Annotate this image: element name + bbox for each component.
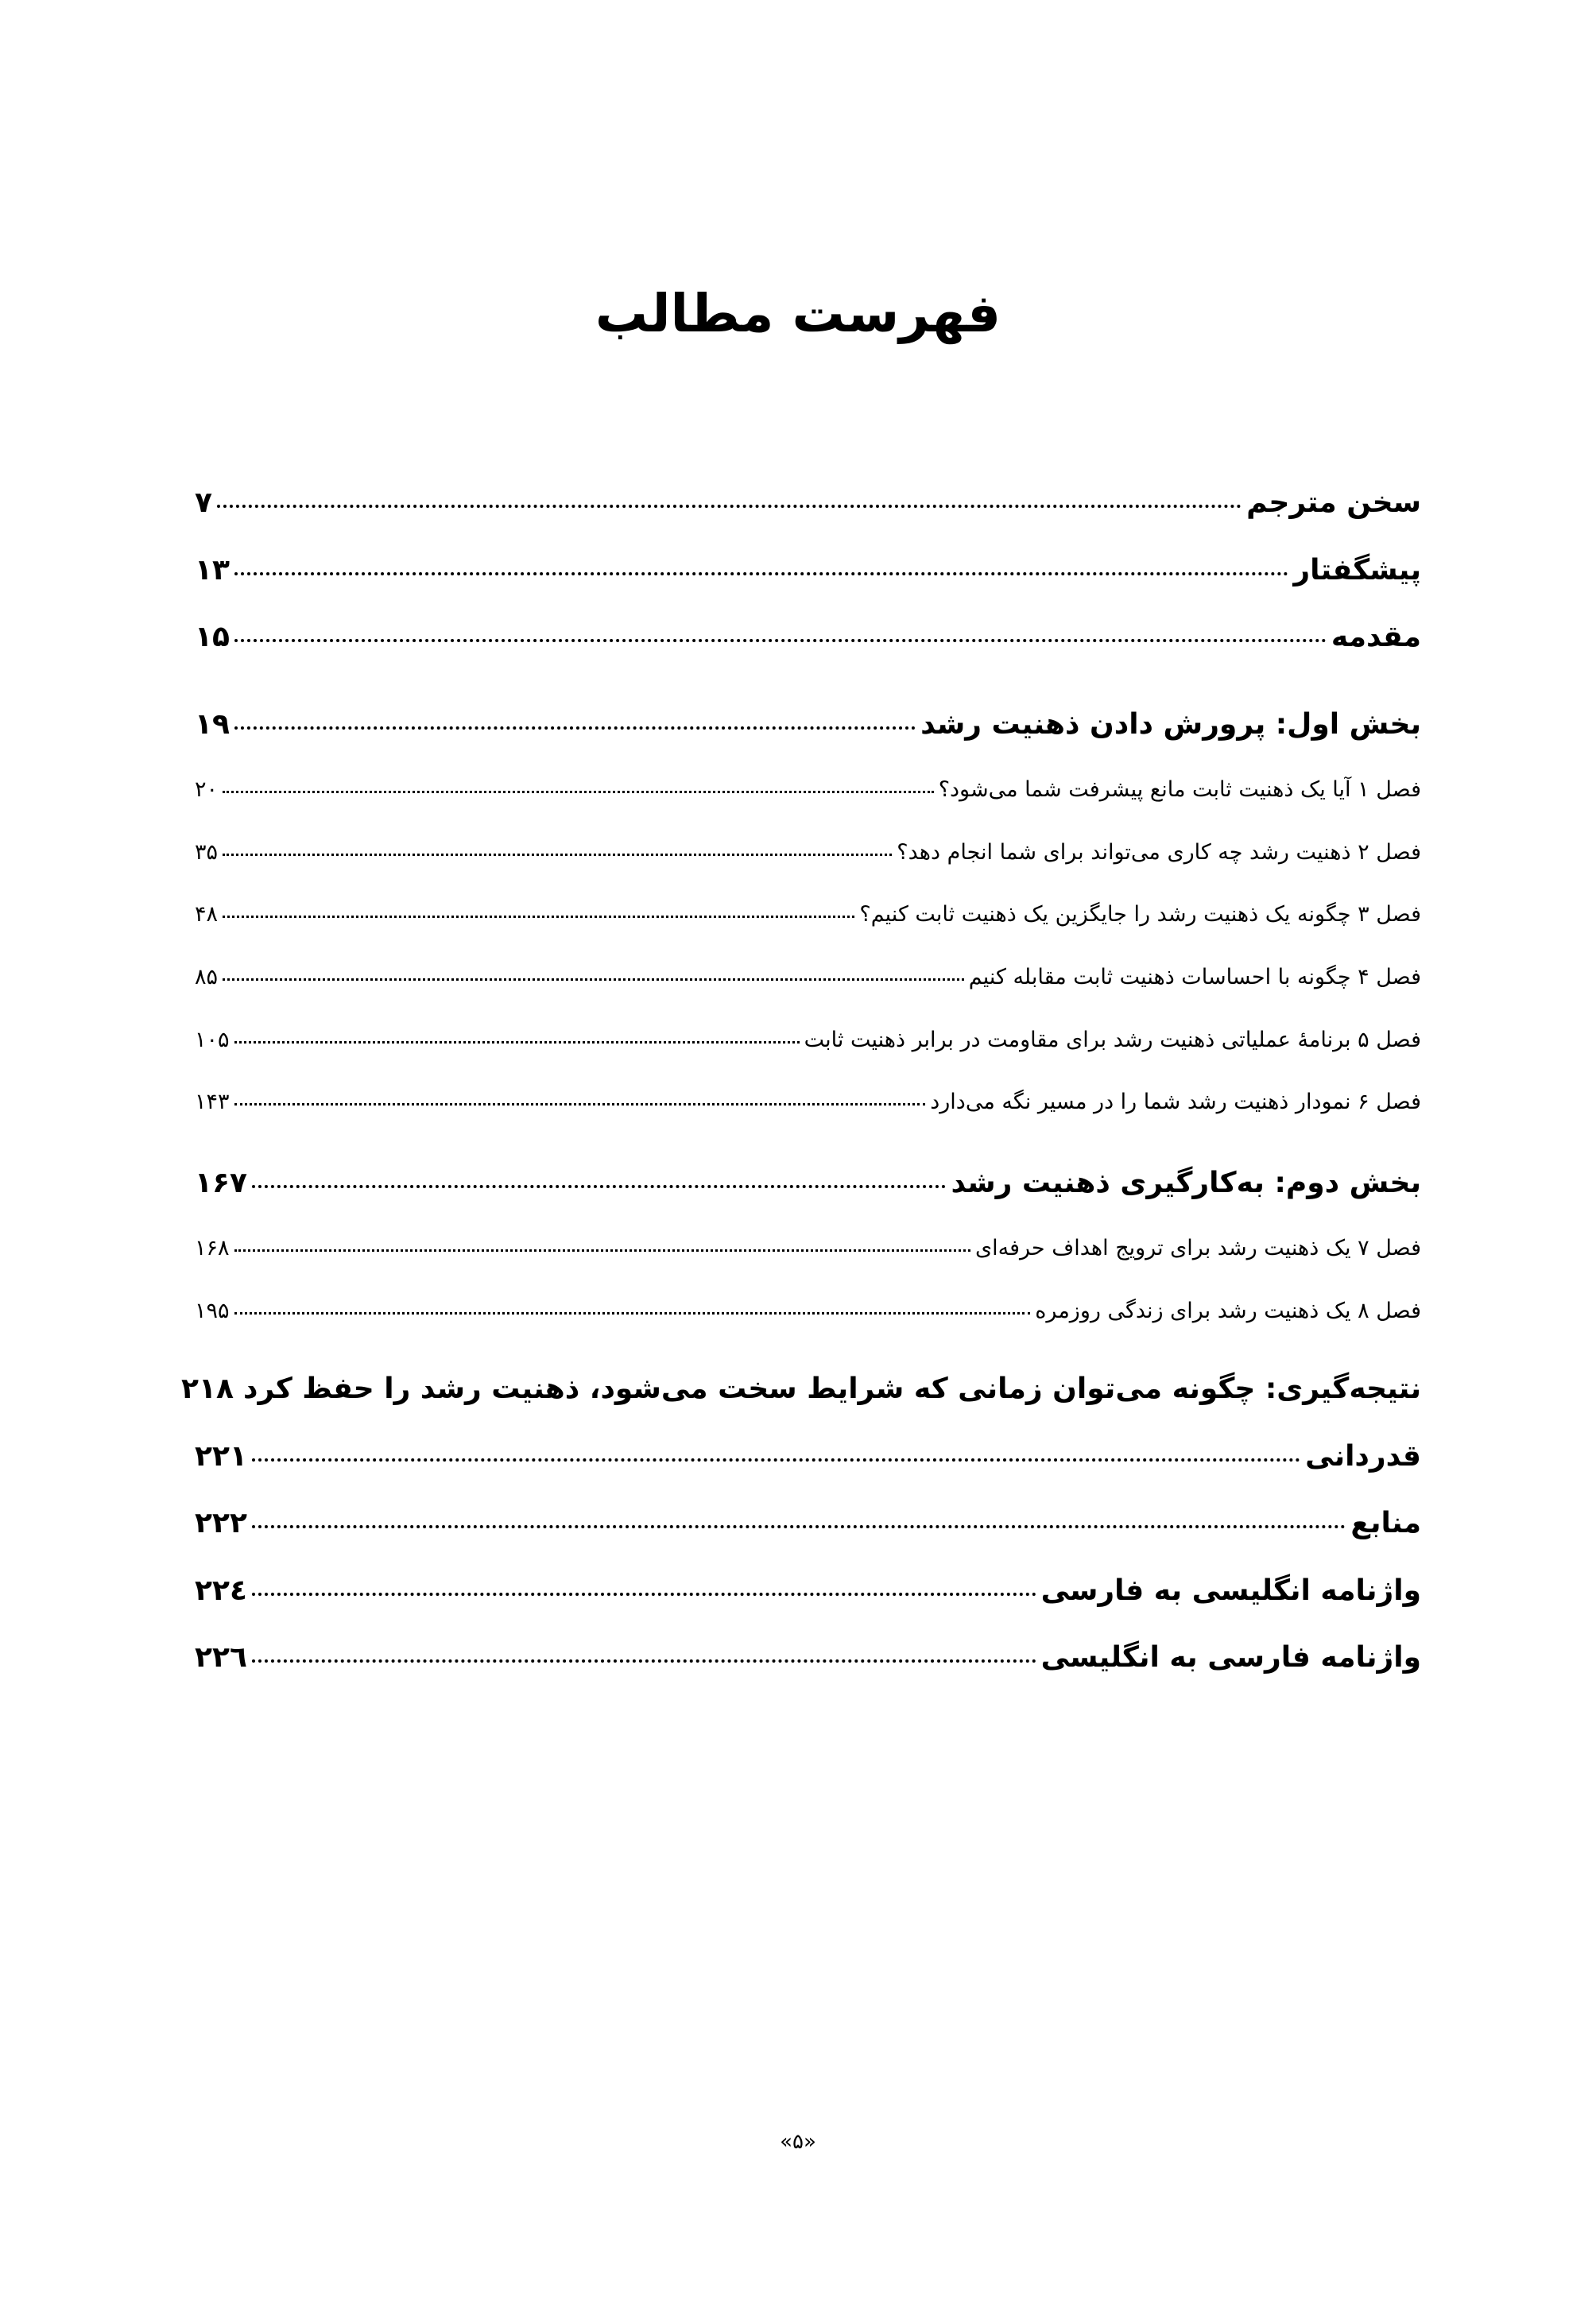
toc-entry-page: ۱۳: [195, 554, 230, 587]
toc-entry-chapter-5[interactable]: [195, 1028, 1421, 1052]
toc-entry-page: ۷: [195, 486, 212, 519]
toc-entry-page: ۲۲٤: [195, 1574, 247, 1607]
toc-entry-label: فصل ۷ یک ذهنیت رشد برای ترویج اهداف حرفه‌ای: [975, 1236, 1421, 1260]
dot-leader: [252, 1593, 1036, 1596]
toc-entry-page: ۱۶۸: [195, 1236, 230, 1260]
dot-leader: [252, 1458, 1300, 1462]
toc-entry-glossary-fa-en[interactable]: [195, 1641, 1421, 1674]
toc-entry-page: ۳۵: [195, 840, 219, 865]
dot-leader: [234, 639, 1327, 642]
toc-entry-label: سخن مترجم: [1246, 486, 1421, 519]
toc-entry-chapter-3[interactable]: [195, 902, 1421, 927]
toc-entry-references[interactable]: [195, 1507, 1421, 1539]
dot-leader: [223, 791, 934, 793]
dot-leader: [223, 978, 964, 981]
toc-entry-label: فصل ۲ ذهنیت رشد چه کاری می‌تواند برای شما انجام دهد؟: [897, 840, 1421, 865]
page-number: «۵»: [780, 2130, 816, 2154]
toc-entry-chapter-1[interactable]: [195, 777, 1421, 802]
toc-entry-chapter-4[interactable]: [195, 965, 1421, 989]
toc-entry-label: واژنامه فارسی به انگلیسی: [1040, 1641, 1421, 1674]
toc-entry-label: قدردانی: [1305, 1440, 1421, 1473]
toc-entry-page: ۲۰: [195, 777, 219, 802]
dot-leader: [234, 572, 1288, 575]
toc-entry-translator-note[interactable]: [195, 486, 1421, 519]
toc-entry-page: ۱۹۵: [195, 1299, 230, 1323]
toc-entry-label: فصل ۱ آیا یک ذهنیت ثابت مانع پیشرفت شما می‌شود؟: [938, 777, 1421, 802]
dot-leader: [252, 1525, 1346, 1528]
toc-entry-label: فصل ۴ چگونه با احساسات ذهنیت ثابت مقابله کنیم: [968, 965, 1421, 989]
dot-leader: [234, 1249, 971, 1252]
toc-entry-page: ۲۲۲: [195, 1507, 247, 1539]
toc-entry-chapter-6[interactable]: [195, 1090, 1421, 1114]
toc-entry-chapter-7[interactable]: [195, 1236, 1421, 1260]
dot-leader: [217, 505, 1242, 508]
toc-entry-page: ۱۹: [195, 708, 230, 741]
dot-leader: [234, 726, 916, 730]
toc-entry-acknowledgements[interactable]: [195, 1440, 1421, 1473]
toc-entry-chapter-2[interactable]: [195, 840, 1421, 865]
toc-entry-label: فصل ۶ نمودار ذهنیت رشد شما را در مسیر نگه می‌دارد: [930, 1090, 1421, 1114]
toc-entry-introduction[interactable]: [195, 621, 1421, 653]
dot-leader: [252, 1659, 1036, 1663]
toc-entry-part-1[interactable]: [195, 708, 1421, 741]
page-title: فهرست مطالب: [595, 283, 1001, 345]
toc-entry-label: نتیجه‌گیری: چگونه می‌توان زمانی که شرایط سخت می‌شود، ذهنیت رشد را حفظ کرد: [242, 1373, 1421, 1405]
toc-entry-foreword[interactable]: [195, 554, 1421, 587]
toc-entry-page: ۲۱۸: [181, 1373, 234, 1405]
dot-leader: [234, 1041, 800, 1044]
toc-entry-page: ۱۰۵: [195, 1028, 230, 1052]
toc-entry-page: ۱۴۳: [195, 1090, 230, 1114]
dot-leader: [234, 1312, 1031, 1315]
dot-leader: [223, 854, 892, 856]
toc-entry-glossary-en-fa[interactable]: [195, 1574, 1421, 1607]
dot-leader: [252, 1185, 947, 1188]
toc-entry-part-2[interactable]: [195, 1167, 1421, 1199]
toc-entry-page: ۱۶۷: [195, 1167, 247, 1199]
toc-entry-chapter-8[interactable]: [195, 1299, 1421, 1323]
toc-entry-page: ۲۲٦: [195, 1641, 247, 1674]
toc-entry-page: ۸۵: [195, 965, 219, 989]
dot-leader: [223, 916, 854, 918]
toc-entry-label: بخش اول: پرورش دادن ذهنیت رشد: [920, 708, 1421, 741]
toc-entry-label: فصل ۳ چگونه یک ذهنیت رشد را جایگزین یک ذهنیت ثابت کنیم؟: [859, 902, 1421, 927]
toc-entry-conclusion[interactable]: [181, 1373, 1421, 1405]
toc-entry-label: پیشگفتار: [1293, 554, 1421, 587]
toc-entry-label: مقدمه: [1331, 621, 1421, 653]
toc-entry-label: منابع: [1350, 1507, 1421, 1539]
toc-entry-label: واژنامه انگلیسی به فارسی: [1040, 1574, 1421, 1607]
toc-entry-label: فصل ۸ یک ذهنیت رشد برای زندگی روزمره: [1035, 1299, 1421, 1323]
toc-entry-page: ۱۵: [195, 621, 230, 653]
toc-entry-label: بخش دوم: به‌کارگیری ذهنیت رشد: [951, 1167, 1421, 1199]
toc-entry-label: فصل ۵ برنامهٔ عملیاتی ذهنیت رشد برای مقاومت در برابر ذهنیت ثابت: [804, 1028, 1421, 1052]
dot-leader: [234, 1103, 926, 1105]
toc-entry-page: ۲۲۱: [195, 1440, 247, 1473]
toc-entry-page: ۴۸: [195, 902, 219, 927]
